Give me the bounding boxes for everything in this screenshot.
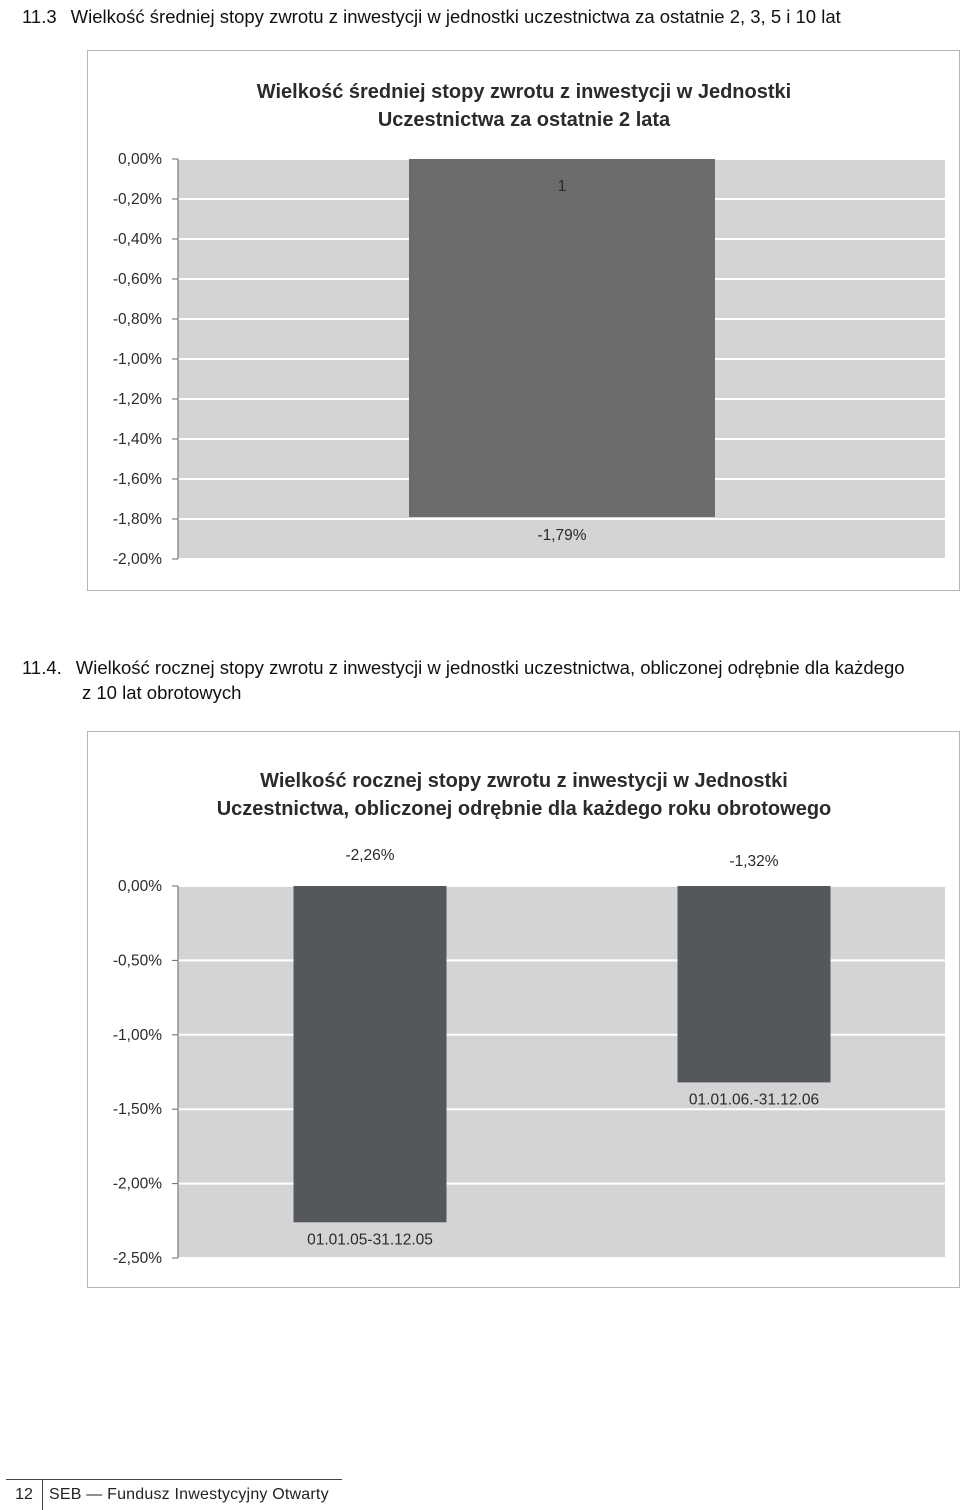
section-heading-11-3 bbox=[22, 4, 841, 29]
section-number: 11.4. bbox=[22, 657, 62, 678]
data-label: -1,79% bbox=[537, 527, 587, 544]
y-tick-label: -0,60% bbox=[112, 271, 162, 288]
page-footer bbox=[6, 1479, 342, 1510]
section-number: 11.3 bbox=[22, 6, 57, 27]
bar bbox=[678, 886, 831, 1082]
chart-average-return bbox=[88, 51, 959, 590]
publication-name: SEB — Fundusz Inwestycyjny Otwarty bbox=[49, 1486, 329, 1503]
y-tick-label: -1,60% bbox=[112, 471, 162, 488]
y-tick-label: -0,80% bbox=[112, 311, 162, 328]
chart-2-frame bbox=[87, 731, 960, 1288]
section-title-line-1: Wielkość rocznej stopy zwrotu z inwestycji w jednostki uczestnictwa, obliczonej odrębnie dla każdego bbox=[75, 657, 905, 678]
y-tick-label: -1,80% bbox=[112, 511, 162, 528]
category-label: 01.01.05-31.12.05 bbox=[307, 1231, 433, 1249]
y-tick-label: -1,00% bbox=[112, 1026, 162, 1044]
data-label: -1,32% bbox=[729, 853, 779, 870]
y-tick-label: -0,40% bbox=[112, 231, 162, 248]
category-label: 1 bbox=[557, 178, 567, 195]
y-tick-label: -1,40% bbox=[112, 431, 162, 448]
plot-area bbox=[178, 886, 946, 1258]
chart-title-line-1: Wielkość rocznej stopy zwrotu z inwestycji w Jednostki bbox=[260, 770, 788, 792]
section-title: Wielkość średniej stopy zwrotu z inwestycji w jednostki uczestnictwa za ostatnie 2, 3, 5 i 10 lat bbox=[70, 6, 841, 27]
section-heading-11-4 bbox=[22, 655, 905, 705]
chart-title-line-1: Wielkość średniej stopy zwrotu z inwestycji w Jednostki bbox=[256, 81, 792, 103]
bar bbox=[294, 886, 447, 1222]
y-tick-label: 0,00% bbox=[118, 878, 162, 895]
data-label: -2,26% bbox=[345, 847, 395, 864]
chart-annual-return bbox=[88, 732, 959, 1287]
chart-title-line-2: Uczestnictwa za ostatnie 2 lata bbox=[377, 109, 671, 131]
y-tick-label: -1,20% bbox=[112, 391, 162, 408]
category-label: 01.01.06.-31.12.06 bbox=[688, 1091, 820, 1109]
y-tick-label: -1,50% bbox=[112, 1101, 162, 1119]
y-tick-label: -0,20% bbox=[112, 191, 162, 208]
chart-1-frame bbox=[87, 50, 960, 591]
chart-title-line-2: Uczestnictwa, obliczonej odrębnie dla każdego roku obrotowego bbox=[216, 798, 832, 820]
y-tick-label: 0,00% bbox=[118, 151, 162, 168]
y-tick-label: -2,50% bbox=[112, 1250, 162, 1267]
y-tick-label: -2,00% bbox=[112, 1175, 162, 1193]
bar bbox=[409, 159, 715, 517]
y-tick-label: -0,50% bbox=[112, 952, 162, 970]
y-tick-label: -2,00% bbox=[112, 551, 162, 568]
y-tick-label: -1,00% bbox=[112, 351, 162, 368]
page-number: 12 bbox=[6, 1480, 43, 1510]
section-title-line-2: z 10 lat obrotowych bbox=[82, 682, 242, 703]
